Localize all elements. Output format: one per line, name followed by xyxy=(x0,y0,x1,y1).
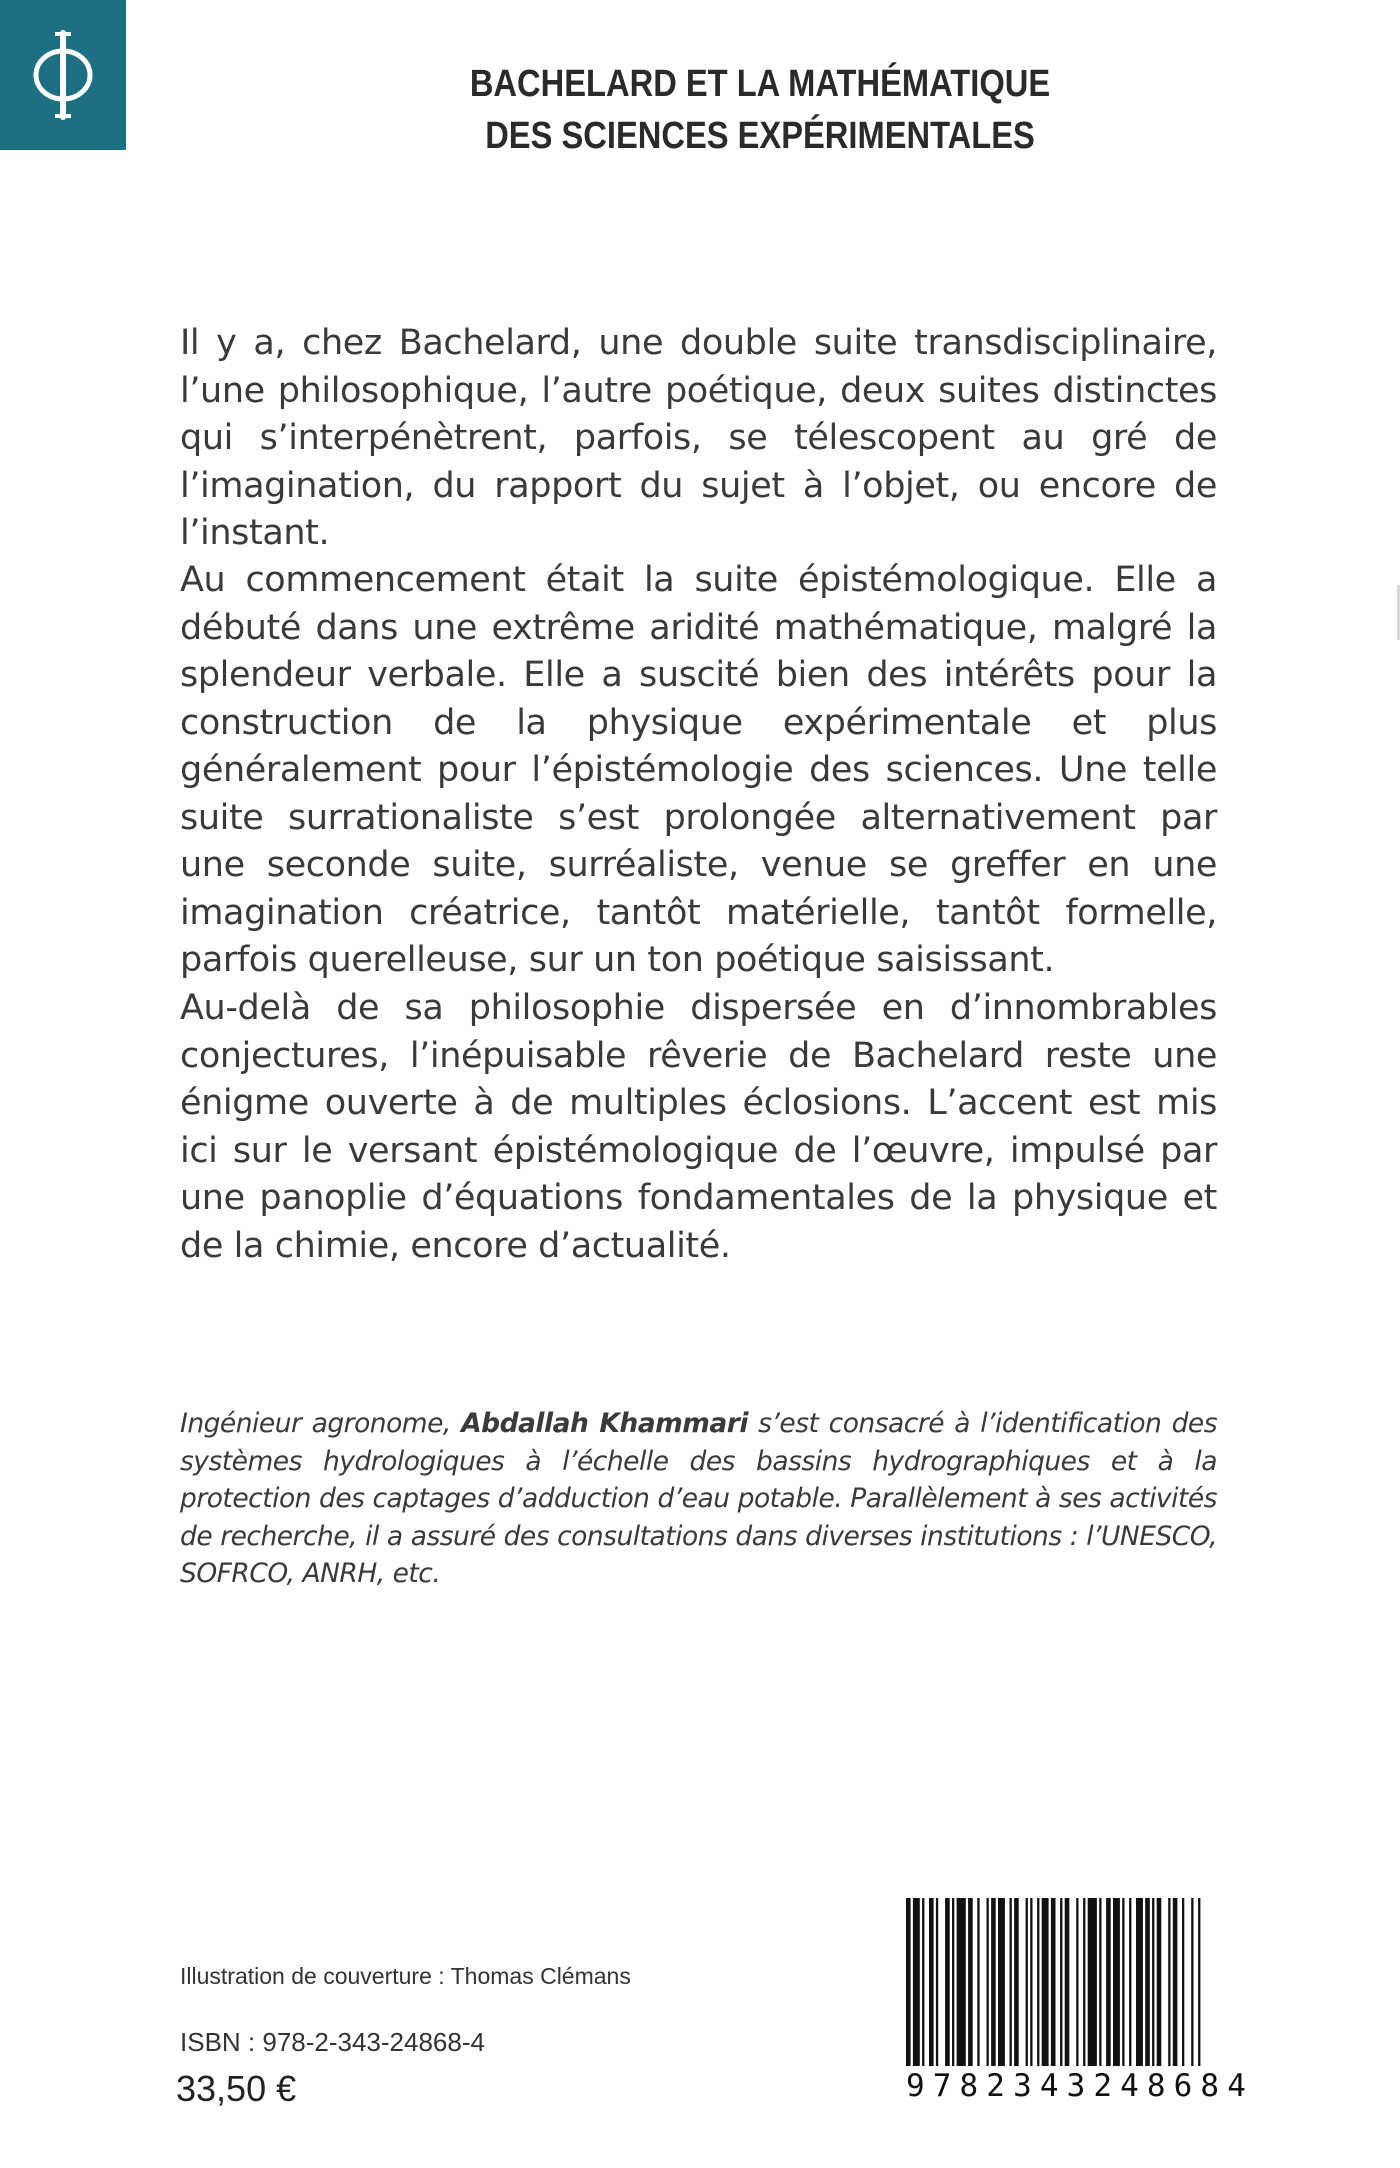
bio-prefix: Ingénieur agronome, xyxy=(180,1408,462,1439)
barcode-bar xyxy=(1088,1898,1097,2066)
paragraph-2: Au commencement était la suite épistémologique. Elle a débuté dans une extrême aridité mathématique, malgré la splendeur verbale. Elle a suscité bien des intérêts pour la construction de la physique expérimentale et plus généralement pour l’épistémologie des sciences. Une telle suite surrationaliste s’est prolongée alternativement par une seconde suite, surréaliste, venue se greffer en une imagination créatrice, tantôt matérielle, tantôt formelle, parfois querelleuse, sur un ton poétique saisissant. xyxy=(180,560,1217,980)
barcode-bar xyxy=(1065,1898,1070,2066)
barcode-bar xyxy=(1037,1898,1039,2066)
barcode-digit: 8 xyxy=(959,2068,979,2104)
cover-illustration-credit: Illustration de couverture : Thomas Clémans xyxy=(180,1963,631,1989)
barcode-bar xyxy=(913,1898,920,2066)
barcode-bar xyxy=(1026,1898,1028,2066)
bio-text: s’est consacré à l’identification des systèmes hydrologiques à l’échelle des bassins hydrographiques et à la protection des captages d’adduction d’eau potable. Parallèlement à ses activités de recherche, il a assuré des consultations dans diverses institutions : l’UNESCO, SOFRCO, ANRH, etc. xyxy=(180,1408,1218,1589)
barcode-bar xyxy=(1106,1898,1111,2066)
barcode-digit: 3 xyxy=(1013,2068,1032,2104)
barcode-bar xyxy=(906,1898,911,2066)
author-name: Abdallah Khammari xyxy=(461,1408,748,1439)
barcode-bar xyxy=(987,1898,989,2066)
barcode-bar xyxy=(1122,1898,1124,2066)
barcode-bar xyxy=(1113,1898,1120,2066)
barcode-digit: 6 xyxy=(1173,2068,1193,2104)
barcode-bar xyxy=(1014,1898,1019,2066)
isbn-label: ISBN : 978-2-343-24868-4 xyxy=(180,2027,485,2057)
barcode-bar xyxy=(957,1898,966,2066)
barcode-bar xyxy=(1129,1898,1131,2066)
barcode-bar xyxy=(1010,1898,1012,2066)
barcode-bar xyxy=(1182,1898,1184,2066)
book-title xyxy=(468,58,1053,162)
barcode-bar xyxy=(998,1898,1005,2066)
barcode-digit: 4 xyxy=(1227,2068,1246,2104)
barcode-digit: 4 xyxy=(1039,2068,1059,2104)
barcode-digit: 2 xyxy=(986,2068,1005,2104)
barcode-bar xyxy=(1051,1898,1056,2066)
title-line-1: BACHELARD ET LA MATHÉMATIQUE xyxy=(469,63,1051,105)
barcode-bar xyxy=(1136,1898,1143,2066)
barcode-bar xyxy=(1173,1898,1178,2066)
barcode-bar xyxy=(936,1898,938,2066)
barcode-bar xyxy=(991,1898,996,2066)
barcode-digit: 9 xyxy=(906,2068,925,2104)
publisher-logo xyxy=(0,0,126,150)
price-label: 33,50 € xyxy=(176,2068,297,2109)
barcode-bar xyxy=(922,1898,924,2066)
barcode-bar xyxy=(1145,1898,1150,2066)
paragraph-3: Au-delà de sa philosophie dispersée en d’innombrables conjectures, l’inépuisable rêverie de Bachelard reste une énigme ouverte à de multiples éclosions. L’accent est mis ici sur le versant épistémologique de l’œuvre, impulsé par une panoplie d’équations fondamentales de la physique et de la chimie, encore d’actualité. xyxy=(180,988,1217,1266)
barcode-bar xyxy=(1030,1898,1032,2066)
barcode-bar xyxy=(952,1898,954,2066)
isbn-barcode xyxy=(900,1896,1252,2112)
barcode-digit: 7 xyxy=(932,2068,952,2104)
barcode-bar xyxy=(945,1898,950,2066)
title-line-2: DES SCIENCES EXPÉRIMENTALES xyxy=(485,115,1035,157)
barcode-bar xyxy=(968,1898,973,2066)
author-bio xyxy=(180,1405,1217,1593)
barcode-bar xyxy=(1042,1898,1049,2066)
barcode-digit: 3 xyxy=(1066,2068,1086,2104)
barcode-digit: 2 xyxy=(1093,2068,1113,2104)
barcode-digits xyxy=(900,2068,1252,2104)
barcode-bar xyxy=(1076,1898,1078,2066)
barcode-bar xyxy=(1083,1898,1085,2066)
barcode-bar xyxy=(1168,1898,1170,2066)
barcode-bar xyxy=(929,1898,934,2066)
barcode-bar xyxy=(1157,1898,1162,2066)
paragraph-1: Il y a, chez Bachelard, une double suite transdisciplinaire, l’une philosophique, l’autre poétique, deux suites distinctes qui s’interpénètrent, parfois, se télescopent au gré de l’imagination, du rapport du sujet à l’objet, ou encore de l’instant. xyxy=(180,323,1217,553)
barcode-bar xyxy=(1099,1898,1101,2066)
barcode-bar xyxy=(1060,1898,1062,2066)
phi-logo-icon xyxy=(28,27,98,123)
barcode-digit: 8 xyxy=(1146,2068,1166,2104)
barcode-bar xyxy=(1191,1898,1193,2066)
barcode-digit: 4 xyxy=(1120,2068,1139,2104)
barcode-bar xyxy=(1198,1898,1200,2066)
barcode-bar xyxy=(977,1898,979,2066)
barcode-bar xyxy=(1152,1898,1154,2066)
barcode-digit: 8 xyxy=(1200,2068,1220,2104)
